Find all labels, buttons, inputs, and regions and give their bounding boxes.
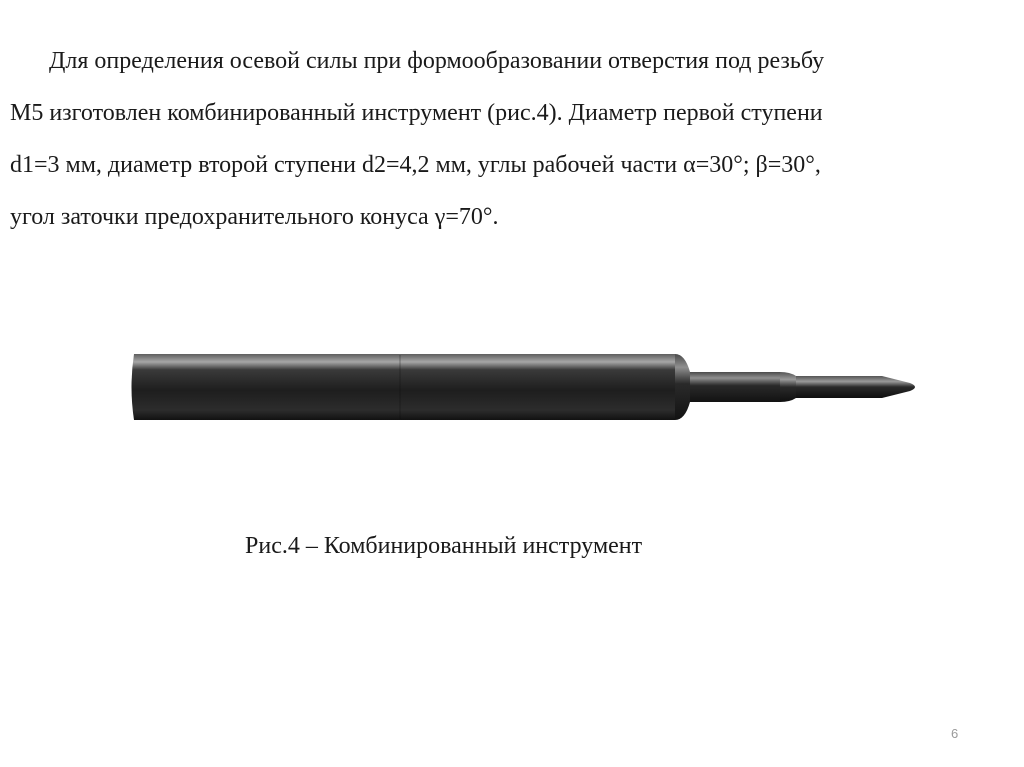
paragraph-line-3: d1=3 мм, диаметр второй ступени d2=4,2 мм, углы рабочей части α=30°; β=30°,: [10, 152, 821, 178]
tool-second-step: [690, 372, 780, 402]
body-paragraph: [0, 36, 1024, 256]
combined-tool-image: [120, 336, 930, 436]
figure-caption: Рис.4 – Комбинированный инструмент: [245, 533, 643, 559]
tool-shoulder: [675, 354, 690, 420]
tool-shank: [132, 354, 676, 420]
page-number: 6: [951, 726, 959, 741]
tool-tip-cone: [882, 376, 915, 398]
tool-photo-svg: [120, 336, 930, 436]
tool-transition: [780, 372, 796, 402]
paragraph-line-1: Для определения осевой силы при формообразовании отверстия под резьбу: [49, 48, 825, 74]
paragraph-line-2: М5 изготовлен комбинированный инструмент (рис.4). Диаметр первой ступени: [10, 100, 823, 126]
paragraph-line-4: угол заточки предохранительного конуса γ=70°.: [10, 204, 499, 230]
tool-working-part: [796, 376, 882, 398]
